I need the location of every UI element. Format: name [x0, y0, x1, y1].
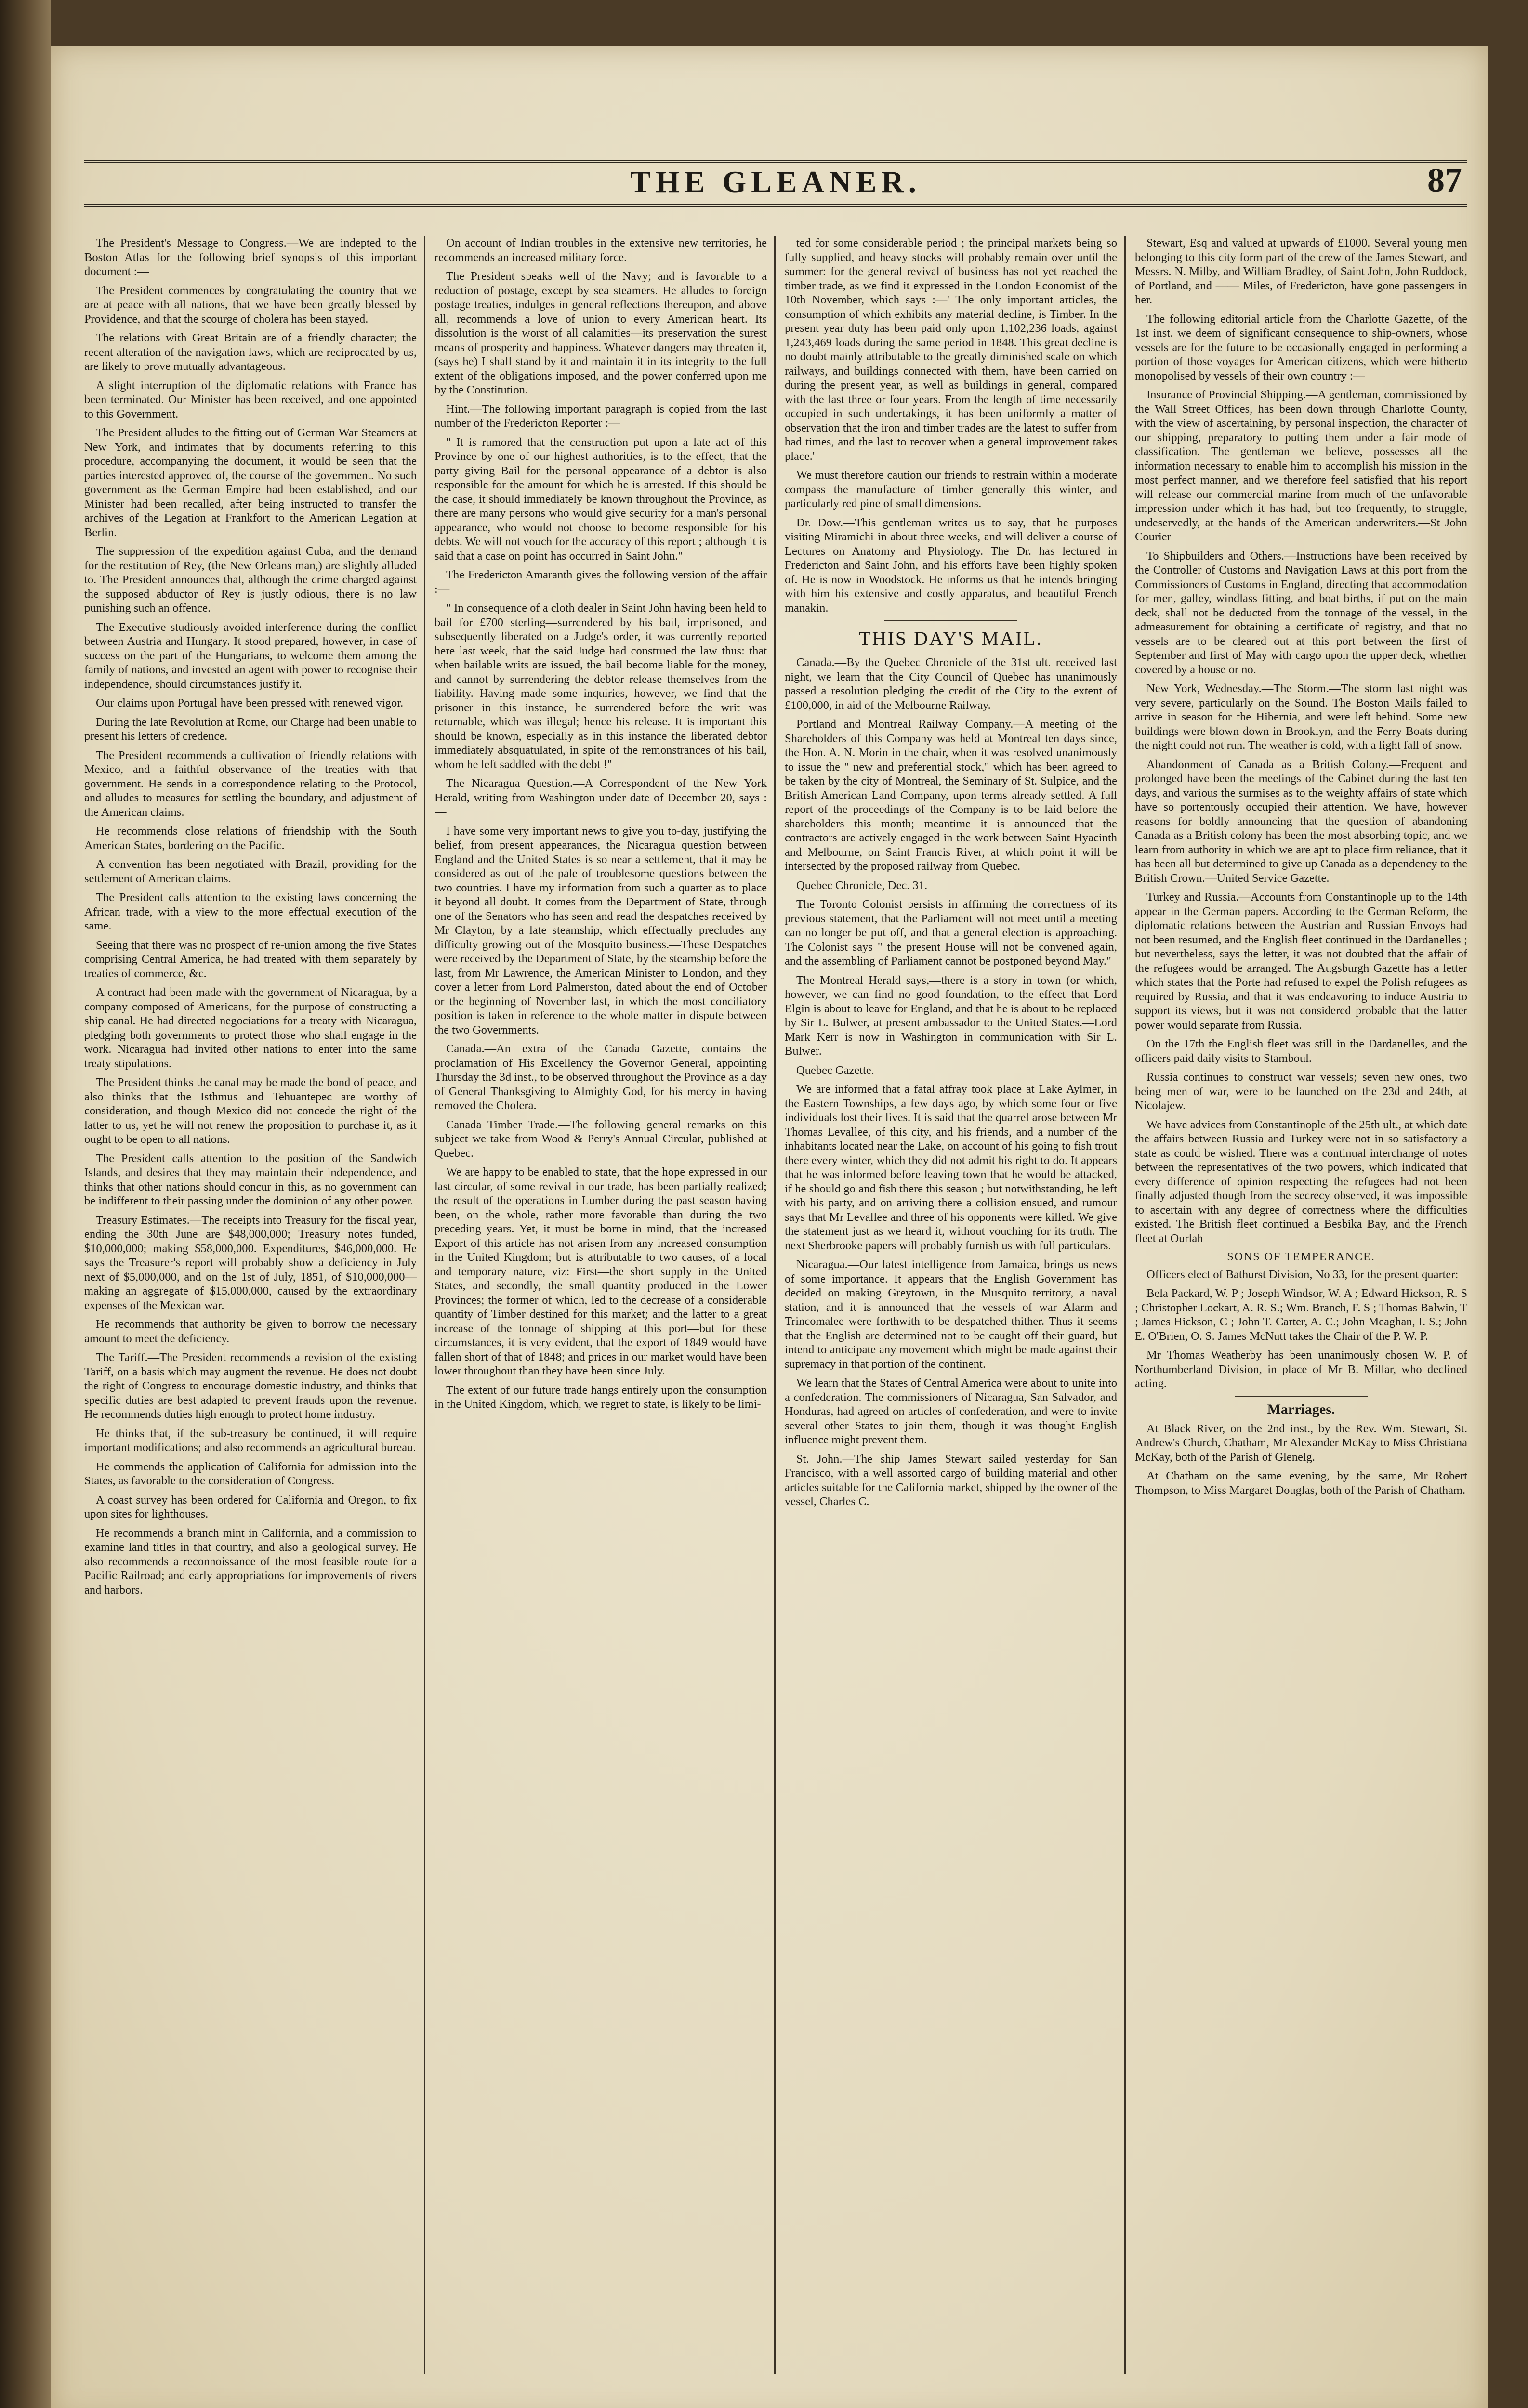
article-paragraph: ted for some considerable period ; the principal markets being so fully supplied, and heavy stocks will probably remain over until the summer: for the general revival of business has not yet reached the timber trade, as we find it expressed in the London Economist of the 10th November, which says :—' The only important articles, the consumption of which exhibits any material decline, is Timber. In the present year duty has been paid only upon 1,102,236 loads, against 1,243,469 loads during the same period in 1848. This great decline is no doubt mainly attributable to the greatly diminished scale on which railways, and buildings connected with them, have been carried on during the present year, as well as buildings in general, compared with the last three or four years. From the length of time necessarily occupied in such undertakings, it has been uniformly a matter of observation that the iron and timber trades are the latest to suffer from bad times, and the last to recover when a general improvement takes place.' [785, 236, 1117, 463]
article-paragraph: The President commences by congratulating the country that we are at peace with all nations, that we have been greatly blessed by Providence, and that the scourge of cholera has been stayed. [84, 284, 417, 326]
article-paragraph: On account of Indian troubles in the extensive new territories, he recommends an increased military force. [435, 236, 767, 264]
article-paragraph: New York, Wednesday.—The Storm.—The storm last night was very severe, particularly on the Sound. The Boston Mails failed to arrive in season for the Hibernia, and were left behind. Some new buildings were blown down in Brooklyn, and the Ferry Boats during the night could not run. The weather is cold, with a light fall of snow. [1135, 682, 1467, 752]
article-paragraph: Our claims upon Portugal have been pressed with renewed vigor. [96, 696, 404, 709]
article-paragraph: The suppression of the expedition against Cuba, and the demand for the restitution of Rey, (the New Orleans man,) are slightly alluded to. The President announces that, although the crime charged against the supposed abductor of Rey is justly odious, there is no law punishing such an offence. [84, 545, 417, 615]
article-paragraph: I have some very important news to give you to-day, justifying the belief, from present appearances, the Nicaragua question between England and the United States is so near a settlement, that it may be considered as out of the pale of troublesome questions between the two countries. I have my information from such a quarter as to place it beyond all doubt. It comes from the Department of State, through one of the Senators who has seen and read the despatches received by Mr Clayton, by a late steamship, which effectually precludes any difficulty growing out of the Mosquito business.—These Despatches were received by the Department of State, by the steamship before the last, from Mr Lawrence, the American Minister to London, and they cover a letter from Lord Palmerston, dated about the end of October or the beginning of November last, in which the most conciliatory position is taken in reference to the whole matter in dispute between the two Governments. [435, 824, 767, 1036]
book-binding [0, 0, 51, 2408]
article-paragraph: Canada Timber Trade.—The following general remarks on this subject we take from Wood & Perry's Annual Circular, published at Quebec. [435, 1118, 767, 1160]
article-paragraph: The following editorial article from the Charlotte Gazette, of the 1st inst. we deem of significant consequence to ship-owners, whose vessels are for the future to be occasionally engaged in performing a portion of those voyages for American citizens, which were hitherto monopolised by vessels of their own country :— [1135, 312, 1467, 382]
article-paragraph: He commends the application of California for admission into the States, as favorable to the consideration of Congress. [84, 1460, 417, 1487]
article-paragraph: The Toronto Colonist persists in affirming the correctness of its previous statement, that the Parliament will not meet until a meeting can no longer be put off, and that a general election is approaching. The Colonist says " the present House will not be convened again, and the assembling of Parliament cannot be postponed beyond May." [785, 898, 1117, 968]
article-paragraph: Quebec Chronicle, Dec. 31. [796, 878, 928, 892]
column-divider [774, 236, 776, 2374]
article-list [435, 236, 767, 1412]
article-paragraph: The President recommends a cultivation of friendly relations with Mexico, and a faithful observance of the treaties with that government. He sends in a correspondence relating to the Protocol, and alludes to measures for settling the boundary, and adjustment of the American claims. [84, 748, 417, 819]
article-paragraph: The extent of our future trade hangs entirely upon the consumption in the United Kingdom, which, we regret to state, is likely to be limi- [435, 1383, 767, 1411]
article-paragraph: At Black River, on the 2nd inst., by the Rev. Wm. Stewart, St. Andrew's Church, Chatham, Mr Alexander McKay to Miss Christiana McKay, both of the Parish of Glenelg. [1135, 1422, 1467, 1464]
article-paragraph: He recommends close relations of friendship with the South American States, bordering on the Pacific. [84, 824, 417, 852]
column-divider [424, 236, 425, 2374]
article-paragraph: We must therefore caution our friends to restrain within a moderate compass the manufacture of timber generally this winter, and particularly red pine of small dimensions. [785, 469, 1117, 510]
article-paragraph: He recommends that authority be given to borrow the necessary amount to meet the deficiency. [84, 1318, 417, 1345]
article-paragraph: The Montreal Herald says,—there is a story in town (or which, however, we can find no good foundation, to the effect that Lord Elgin is about to leave for England, and that he is about to be replaced by Sir L. Bulwer, at present ambassador to the United States.—Lord Mark Kerr is now in Washington in communication with Sir L. Bulwer. [785, 973, 1117, 1058]
article-paragraph: At Chatham on the same evening, by the same, Mr Robert Thompson, to Miss Margaret Douglas, both of the Parish of Chatham. [1135, 1469, 1467, 1497]
article-paragraph: Portland and Montreal Railway Company.—A meeting of the Shareholders of this Company was held at Montreal ten days since, the Hon. A. N. Morin in the chair, when it was resolved unanimously to issue the " new and preferential stock," which has been agreed to be taken by the city of Montreal, the Seminary of St. Sulpice, and the British American Land Company, upon terms already settled. A full report of the proceedings of the Company is to be laid before the shareholders this month; meantime it is announced that the contractors are actively engaged in the work between Saint Hyacinth and Melbourne, on Saint Francis River, at which point it will be intersected by the proposed railway from Quebec. [785, 718, 1117, 873]
article-paragraph: A slight interruption of the diplomatic relations with France has been terminated. Our Minister has been received, and one appointed to this Government. [84, 379, 417, 420]
mail-heading: THIS DAY'S MAIL. [859, 628, 1043, 649]
article-paragraph: We learn that the States of Central America were about to unite into a confederation. The commissioners of Nicaragua, San Salvador, and Honduras, had agreed on articles of confederation, and were to invite several other States to join them, though it was thought English influence might prevent them. [785, 1376, 1117, 1446]
article-paragraph: The Tariff.—The President recommends a revision of the existing Tariff, on a basis which may augment the revenue. He does not doubt the right of Congress to encourage domestic industry, and thinks that specific duties are best adapted to prevent frauds upon the revenue. He recommends duties high enough to protect home industry. [84, 1351, 417, 1421]
masthead-bottom-rule [84, 204, 1467, 207]
column-1 [84, 236, 417, 2394]
article-paragraph: Treasury Estimates.—The receipts into Treasury for the fiscal year, ending the 30th June are $48,000,000; Treasury notes funded, $10,000,000; making $58,000,000. Expenditures, $46,000,000. He says the Treasurer's report will probably show a deficiency in July next of $5,000,000, and on the 1st of July, 1851, of $10,000,000—making an aggregate of $15,000,000, caused by the extraordinary expenses of the Mexican war. [84, 1213, 417, 1312]
section-rule [884, 620, 1017, 621]
article-paragraph: The President's Message to Congress.—We are indepted to the Boston Atlas for the following brief synopsis of this important document :— [84, 236, 417, 278]
article-list [1135, 1268, 1467, 1391]
column-divider [1124, 236, 1126, 2374]
article-paragraph: Nicaragua.—Our latest intelligence from Jamaica, brings us news of some importance. It appears that the English Government has decided on making Greytown, in the Musquito territory, a naval station, and it is announced that the vessels of war Alarm and Trincomalee were forthwith to be despatched thither. Thus it seems that the English are determined not to be caught off their guard, but intend to anticipate any movement which might be made against their supremacy in that portion of the continent. [785, 1258, 1117, 1371]
article-paragraph: The President calls attention to the existing laws concerning the African trade, with a view to the more effectual execution of the same. [84, 891, 417, 932]
article-paragraph: He recommends a branch mint in California, and a commission to examine land titles in that country, and also a geological survey. He also recommends a reconnoissance of the most feasible route for a Pacific Railroad; and early appropriations for improvements of rivers and harbors. [84, 1526, 417, 1597]
article-paragraph: Mr Thomas Weatherby has been unanimously chosen W. P. of Northumberland Division, in place of Mr B. Millar, who declined acting. [1135, 1348, 1467, 1390]
article-paragraph: Seeing that there was no prospect of re-union among the five States comprising Central America, he had treated with them separately by treaties of commerce, &c. [84, 938, 417, 980]
newspaper-page [51, 46, 1488, 2408]
article-paragraph: " It is rumored that the construction put upon a late act of this Province by one of our highest authorities, is to the effect, that the party giving Bail for the personal appearance of a debtor is also responsible for the amount for which he is arrested. If this should be the case, it should immediately be known throughout the Province, as there are many persons who would give security for a man's personal appearance, who would not choose to become responsible for his debts. We will not vouch for the accuracy of this report ; although it is said that a case on point has occurred in Saint John." [435, 435, 767, 563]
article-paragraph: To Shipbuilders and Others.—Instructions have been received by the Controller of Customs and Navigation Laws at this port from the Commissioners of Customs in England, directing that accommodation for men, galley, windlass fitting, and boat births, if put on the main deck, shall not be deducted from the tonnage of the vessel, in the admeasurement for obtaining a certificate of registry, and that no vessels are to be cleared out at this port between the first of September and first of May with cargo upon the upper deck, whether covered by a house or no. [1135, 549, 1467, 676]
article-paragraph: A convention has been negotiated with Brazil, providing for the settlement of American claims. [84, 858, 417, 885]
article-paragraph: We are informed that a fatal affray took place at Lake Aylmer, in the Eastern Townships, a few days ago, by which some four or five individuals lost their lives. It is said that the quarrel arose between Mr Thomas Levallee, of this city, and his friends, and a number of the inhabitants located near the Lake, on account of his going to fish trout there every winter, which they did not admit his right to do. It appears that he was informed before leaving town that he would be attacked, if he should go and fish there this season ; but notwithstanding, he left with his party, and on arriving there a collision ensued, and rumour says that Mr Levallee and three of his opponents were killed. We give the statement just as we heard it, without vouching for its truth. The next Sherbrooke papers will probably furnish us with full particulars. [785, 1083, 1117, 1252]
article-paragraph: The President calls attention to the position of the Sandwich Islands, and desires that they may maintain their independence, and thinks that other nations should concur in this, as no government can be indifferent to their passing under the dominion of any other power. [84, 1152, 417, 1207]
article-paragraph: Canada.—By the Quebec Chronicle of the 31st ult. received last night, we learn that the City Council of Quebec has unanimously passed a resolution pledging the credit of the City to the extent of £100,000, in aid of the Melbourne Railway. [785, 656, 1117, 712]
article-paragraph: Officers elect of Bathurst Division, No 33, for the present quarter: [1146, 1268, 1459, 1281]
article-paragraph: The President alludes to the fitting out of German War Steamers at New York, and intimates that by documents referring to this procedure, accompanying the document, it would be seen that the parties interested approved of, the course of the government. No such government as the German Empire had been established, and our Minister had been recalled, after being instructed to transfer the archives of the Legation at Frankfort to the American Legation at Berlin. [84, 426, 417, 539]
article-list [1135, 1422, 1467, 1498]
article-paragraph: The President speaks well of the Navy; and is favorable to a reduction of postage, except by sea steamers. He alludes to foreign postage treaties, indulges in general reflections thereupon, and above all, recommends a love of union to every American heart. Its dissolution is the worst of all calamities—its preservation the surest means of prosperity and happiness. Whatever dangers may threaten it, (says he) I shall stand by it and maintain it in its integrity to the full extent of the obligations imposed, and the power conferred upon me by the Constitution. [435, 270, 767, 396]
article-paragraph: On the 17th the English fleet was still in the Dardanelles, and the officers paid daily visits to Stamboul. [1135, 1037, 1467, 1065]
column-4 [1135, 236, 1467, 2394]
article-list [84, 236, 417, 1597]
article-paragraph: St. John.—The ship James Stewart sailed yesterday for San Francisco, with a well assorted cargo of building material and other articles suitable for the California market, shipped by the owner of the vessel, Charles C. [785, 1452, 1117, 1508]
article-paragraph: We have advices from Constantinople of the 25th ult., at which date the affairs between Russia and Turkey were not in so satisfactory a state as could be wished. There was a continual interchange of notes between the representatives of the two powers, which indicated that every difference of opinion respecting the refugees had not been finally adjusted though from the secrecy observed, it was impossible to ascertain with any degree of correctness where the difficulties existed. The British fleet continued a Besbika Bay, and the French fleet at Ourlah [1135, 1118, 1467, 1245]
article-paragraph: The Fredericton Amaranth gives the following version of the affair :— [435, 568, 767, 596]
article-paragraph: A contract had been made with the government of Nicaragua, by a company composed of Americans, for the purpose of constructing a ship canal. He had directed negociations for a treaty with Nicaragua, pledging both governments to protect those who shall engage in the work. Nicaragua had invited other nations to enter into the same treaty stipulations. [84, 986, 417, 1070]
column-2 [435, 236, 767, 2394]
article-paragraph: Quebec Gazette. [796, 1063, 874, 1077]
article-list [1135, 236, 1467, 1245]
article-paragraph: Stewart, Esq and valued at upwards of £1000. Several young men belonging to this city form part of the crew of the James Stewart, and Messrs. N. Milby, and William Bradley, of Saint John, John Ruddock, of Portland, and —— Miles, of Fredericton, have gone passengers in her. [1135, 236, 1467, 306]
article-paragraph: He thinks that, if the sub-treasury be continued, it will require important modifications; and also recommends an agricultural bureau. [84, 1426, 417, 1454]
marriages-heading: Marriages. [1267, 1401, 1335, 1417]
article-paragraph: Russia continues to construct war vessels; seven new ones, two being men of war, were to be launched on the 23d and 24th, at Nicolajew. [1135, 1071, 1467, 1112]
article-list [785, 655, 1117, 1509]
article-paragraph: During the late Revolution at Rome, our Charge had been unable to present his letters of credence. [84, 715, 417, 743]
page-title: THE GLEANER. [630, 165, 921, 199]
temperance-heading: SONS OF TEMPERANCE. [1227, 1251, 1375, 1263]
column-3 [785, 236, 1117, 2394]
article-paragraph: The Executive studiously avoided interference during the conflict between Austria and Hungary. It stood prepared, however, in case of success on the part of the Hungarians, to welcome them among the family of nations, and invested an agent with power to recognise their independence, should circumstances justify it. [84, 620, 417, 691]
article-paragraph: Dr. Dow.—This gentleman writes us to say, that he purposes visiting Miramichi in about three weeks, and will deliver a course of Lectures on Anatomy and Physiology. The Dr. has lectured in Fredericton and Saint John, and his efforts have been highly spoken of. He is now in Woodstock. He informs us that he intends bringing with him his extensive and costly apparatus, and beautiful French manakin. [785, 516, 1117, 615]
article-paragraph: Canada.—An extra of the Canada Gazette, contains the proclamation of His Excellency the Governor General, appointing Thursday the 3d inst., to be observed throughout the Province as a day of General Thanksgiving to Almighty God, for his mercy in having removed the Cholera. [435, 1042, 767, 1112]
article-paragraph: The President thinks the canal may be made the bond of peace, and also thinks that the Isthmus and Tehuantepec are worthy of consideration, and though Mexico did not concede the right of the latter to us, yet he will not renew the proposition to purchase it, as it ought to be open to all nations. [84, 1076, 417, 1146]
article-paragraph: Hint.—The following important paragraph is copied from the last number of the Fredericton Reporter :— [435, 402, 767, 430]
article-paragraph: We are happy to be enabled to state, that the hope expressed in our last circular, of some revival in our trade, has been partially realized; the result of the operations in Lumber during the past season having been, on the whole, rather more favorable than during the two preceding years. Yet, it must be borne in mind, that the increased Export of this article has not arisen from any increased consumption in the United Kingdom; but is attributable to two causes, of a local and temporary nature, viz: First—the short supply in the United States, and secondly, the small quantity produced in the Lower Provinces; the former of which, led to the decrease of a considerable quantity of Timber destined for this market; and the latter to a great increase of the tonnage of shipping at this port—but for these circumstances, it is very evident, that the export of 1849 would have fallen short of that of 1848; and prices in our market would have been lower throughout than they have been since July. [435, 1165, 767, 1377]
article-paragraph: The relations with Great Britain are of a friendly character; the recent alteration of the navigation laws, which are reciprocated by us, are likely to prove mutually advantageous. [84, 331, 417, 373]
article-paragraph: Turkey and Russia.—Accounts from Constantinople up to the 14th appear in the German papers. According to the German Reform, the diplomatic relations between the Austrian and Russian Envoys had not been resumed, and the English fleet continued in the Dardanelles ; but nevertheless, says the letter, it was not doubted that the affair of the refugees would be arranged. The Augsburgh Gazette has a letter which states that the Porte had refused to expel the Polish refugees as required by Russia, and that it was endeavoring to induce Austria to support its views, but it was not considered probable that the latter power would separate from Russia. [1135, 890, 1467, 1032]
article-paragraph: A coast survey has been ordered for California and Oregon, to fix upon sites for lighthouses. [84, 1493, 417, 1520]
article-list [785, 236, 1117, 615]
article-paragraph: " In consequence of a cloth dealer in Saint John having been held to bail for £700 sterling—surrendered by his bail, imprisoned, and subsequently liberated on a Judge's order, it was currently reported here last week, that the said Judge had construed the law thus: that when bailable writs are issued, the bail become liable for the money, and cannot by surrendering the debtor release themselves from the liability. Having made some inquiries, however, we find that the prisoner in this instance, he surrendered before the writ was returnable, which was illegal; hence his release. It is important this should be known, especially as in this instance the liberated debtor immediately absquatulated, in spite of the remonstrances of his bail, whom he left saddled with the debt !" [435, 602, 767, 771]
masthead [84, 131, 1467, 216]
section-rule [1235, 1396, 1368, 1397]
page-number: 87 [1427, 161, 1462, 199]
masthead-top-rule [84, 160, 1467, 163]
article-paragraph: The Nicaragua Question.—A Correspondent of the New York Herald, writing from Washington under date of December 20, says :— [435, 777, 767, 818]
article-paragraph: Insurance of Provincial Shipping.—A gentleman, commissioned by the Wall Street Offices, has been down through Charlotte County, with the view of ascertaining, by personal inspection, the character of our shipping, preparatory to putting them under a fair mode of classification. The gentleman we believe, possesses all the information necessary to enable him to accomplish his mission in the most perfect manner, and we therefore feel satisfied that his report will release our commercial marine from much of the unfavorable impression under which it has had, but too frequently, to struggle, undeservedly, at the hands of the American underwriters.—St John Courier [1135, 388, 1467, 543]
article-paragraph: Bela Packard, W. P ; Joseph Windsor, W. A ; Edward Hickson, R. S ; Christopher Lockart, A. R. S.; Wm. Branch, F. S ; Thomas Balwin, T ; James Hickson, C ; John T. Carter, A. C.; John Meaghan, I. S.; John E. O'Brien, O. S. James McNutt takes the Chair of the P. W. P. [1135, 1287, 1467, 1343]
article-paragraph: Abandonment of Canada as a British Colony.—Frequent and prolonged have been the meetings of the Cabinet during the last ten days, and various the surmises as to the weighty affairs of state which have so portentously occupied their attention. We have, however reasons for boldly announcing that the question of abandoning Canada as a British colony has been the most absorbing topic, and we learn from authority in which we are apt to place firm reliance, that it has been all but determined to give up Canada as a dependency to the British Crown.—United Service Gazette. [1135, 758, 1467, 885]
